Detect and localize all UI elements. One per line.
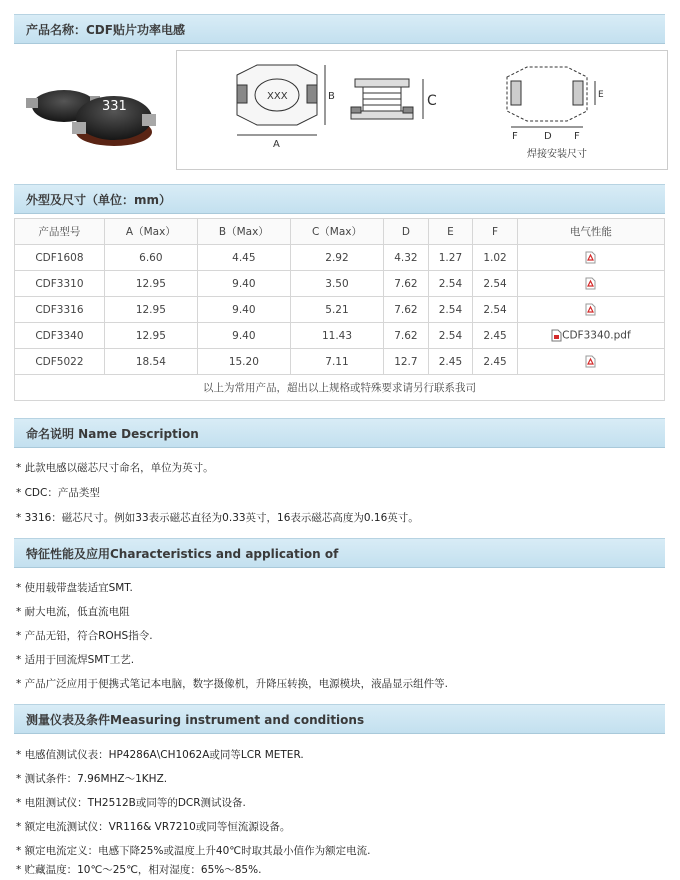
cell-b: 9.40 (197, 297, 290, 323)
cell-model: CDF5022 (15, 349, 105, 375)
list-item: * 额定电流定义：电感下降25%或温度上升40℃时取其最小值作为额定电流. (16, 845, 371, 857)
cell-f: 2.45 (473, 349, 518, 375)
cell-a: 12.95 (104, 271, 197, 297)
list-item: * 电阻测试仪：TH2512B或同等的DCR测试设备. (16, 797, 246, 809)
cell-e: 2.54 (428, 297, 473, 323)
header-c: C（Max） (290, 219, 383, 245)
list-item: * 使用载带盘装适宜SMT. (16, 582, 133, 594)
list-item: * 测试条件：7.96MHZ～1KHZ. (16, 773, 168, 785)
pdf-icon[interactable] (585, 303, 596, 316)
cell-e: 2.45 (428, 349, 473, 375)
table-note: 以上为常用产品，超出以上规格或特殊要求请另行联系我司 (15, 375, 665, 401)
list-item: * 适用于回流焊SMT工艺. (16, 654, 135, 666)
cell-c: 11.43 (290, 323, 383, 349)
section-header-product-name (14, 14, 665, 44)
cell-c: 2.92 (290, 245, 383, 271)
dimension-drawing (176, 50, 668, 170)
list-item: * 此款电感以磁芯尺寸命名，单位为英寸。 (16, 462, 214, 474)
table-header-row (15, 219, 665, 245)
table-row (15, 245, 665, 271)
table-note-row (15, 375, 665, 401)
list-item: * CDC：产品类型 (16, 487, 100, 499)
photo-marking: 331 (102, 99, 127, 114)
cell-a: 12.95 (104, 323, 197, 349)
cell-a: 18.54 (104, 349, 197, 375)
cell-a: 6.60 (104, 245, 197, 271)
section-title: 命名说明 Name Description (26, 427, 199, 441)
section-title: 测量仪表及条件Measuring instrument and conditions (26, 713, 365, 727)
cell-d: 7.62 (384, 271, 429, 297)
cell-f: 2.45 (473, 323, 518, 349)
section-header-dimensions (14, 184, 665, 214)
cell-electrical (517, 323, 664, 349)
drawing-caption: 焊接安装尺寸 (527, 149, 587, 160)
header-electrical: 电气性能 (517, 219, 664, 245)
cell-d: 4.32 (384, 245, 429, 271)
table-row (15, 271, 665, 297)
spec-table (14, 218, 665, 401)
header-f: F (473, 219, 518, 245)
list-item: * 贮藏温度：10℃～25℃，相对湿度：65%～85%. (16, 864, 262, 876)
cell-electrical (517, 349, 664, 375)
cell-b: 9.40 (197, 271, 290, 297)
pdf-file-icon (551, 329, 562, 342)
drawing-label-a: A (273, 139, 280, 150)
cell-b: 9.40 (197, 323, 290, 349)
cell-electrical (517, 245, 664, 271)
cell-f: 1.02 (473, 245, 518, 271)
header-d: D (384, 219, 429, 245)
cell-e: 2.54 (428, 271, 473, 297)
table-row (15, 349, 665, 375)
drawing-label-f-right: F (574, 131, 580, 142)
section-title: 产品名称：CDF贴片功率电感 (26, 23, 185, 37)
header-b: B（Max） (197, 219, 290, 245)
pdf-link[interactable]: CDF3340.pdf (562, 329, 631, 342)
drawing-label-f-left: F (512, 131, 518, 142)
cell-e: 1.27 (428, 245, 473, 271)
list-item: * 产品广泛应用于便携式笔记本电脑，数字摄像机，升降压转换，电源模块，液晶显示组件等. (16, 678, 448, 690)
list-item: * 电感值测试仪表：HP4286A\CH1062A或同等LCR METER. (16, 749, 304, 761)
product-photo (22, 70, 162, 170)
list-item: * 额定电流测试仪：VR116& VR7210或同等恒流源设备。 (16, 821, 291, 833)
cell-b: 15.20 (197, 349, 290, 375)
cell-electrical (517, 297, 664, 323)
pdf-icon[interactable] (585, 277, 596, 290)
cell-f: 2.54 (473, 297, 518, 323)
list-item: * 产品无铅，符合ROHS指令. (16, 630, 153, 642)
cell-model: CDF3310 (15, 271, 105, 297)
cell-d: 7.62 (384, 323, 429, 349)
cell-a: 12.95 (104, 297, 197, 323)
section-title: 特征性能及应用Characteristics and application of (26, 547, 339, 561)
list-item: * 耐大电流，低直流电阻 (16, 606, 130, 618)
cell-c: 7.11 (290, 349, 383, 375)
cell-model: CDF3316 (15, 297, 105, 323)
list-item: * 3316：磁芯尺寸。例如33表示磁芯直径为0.33英寸，16表示磁芯高度为0.16英寸。 (16, 512, 419, 524)
section-header-characteristics (14, 538, 665, 568)
cell-electrical (517, 271, 664, 297)
cell-e: 2.54 (428, 323, 473, 349)
table-row (15, 323, 665, 349)
cell-d: 7.62 (384, 297, 429, 323)
pdf-icon[interactable] (585, 355, 596, 368)
cell-d: 12.7 (384, 349, 429, 375)
drawing-label-e: E (598, 90, 604, 100)
table-row (15, 297, 665, 323)
pdf-icon[interactable] (585, 251, 596, 264)
cell-c: 3.50 (290, 271, 383, 297)
header-e: E (428, 219, 473, 245)
cell-f: 2.54 (473, 271, 518, 297)
section-header-measuring (14, 704, 665, 734)
drawing-label-xxx: XXX (267, 91, 288, 102)
header-model: 产品型号 (15, 219, 105, 245)
section-header-name-description (14, 418, 665, 448)
cell-b: 4.45 (197, 245, 290, 271)
cell-c: 5.21 (290, 297, 383, 323)
section-title: 外型及尺寸（单位：mm） (26, 193, 172, 207)
cell-model: CDF1608 (15, 245, 105, 271)
header-a: A（Max） (104, 219, 197, 245)
drawing-label-c: C (427, 93, 437, 109)
cell-model: CDF3340 (15, 323, 105, 349)
drawing-label-b: B (328, 91, 335, 102)
drawing-label-d: D (544, 131, 552, 142)
